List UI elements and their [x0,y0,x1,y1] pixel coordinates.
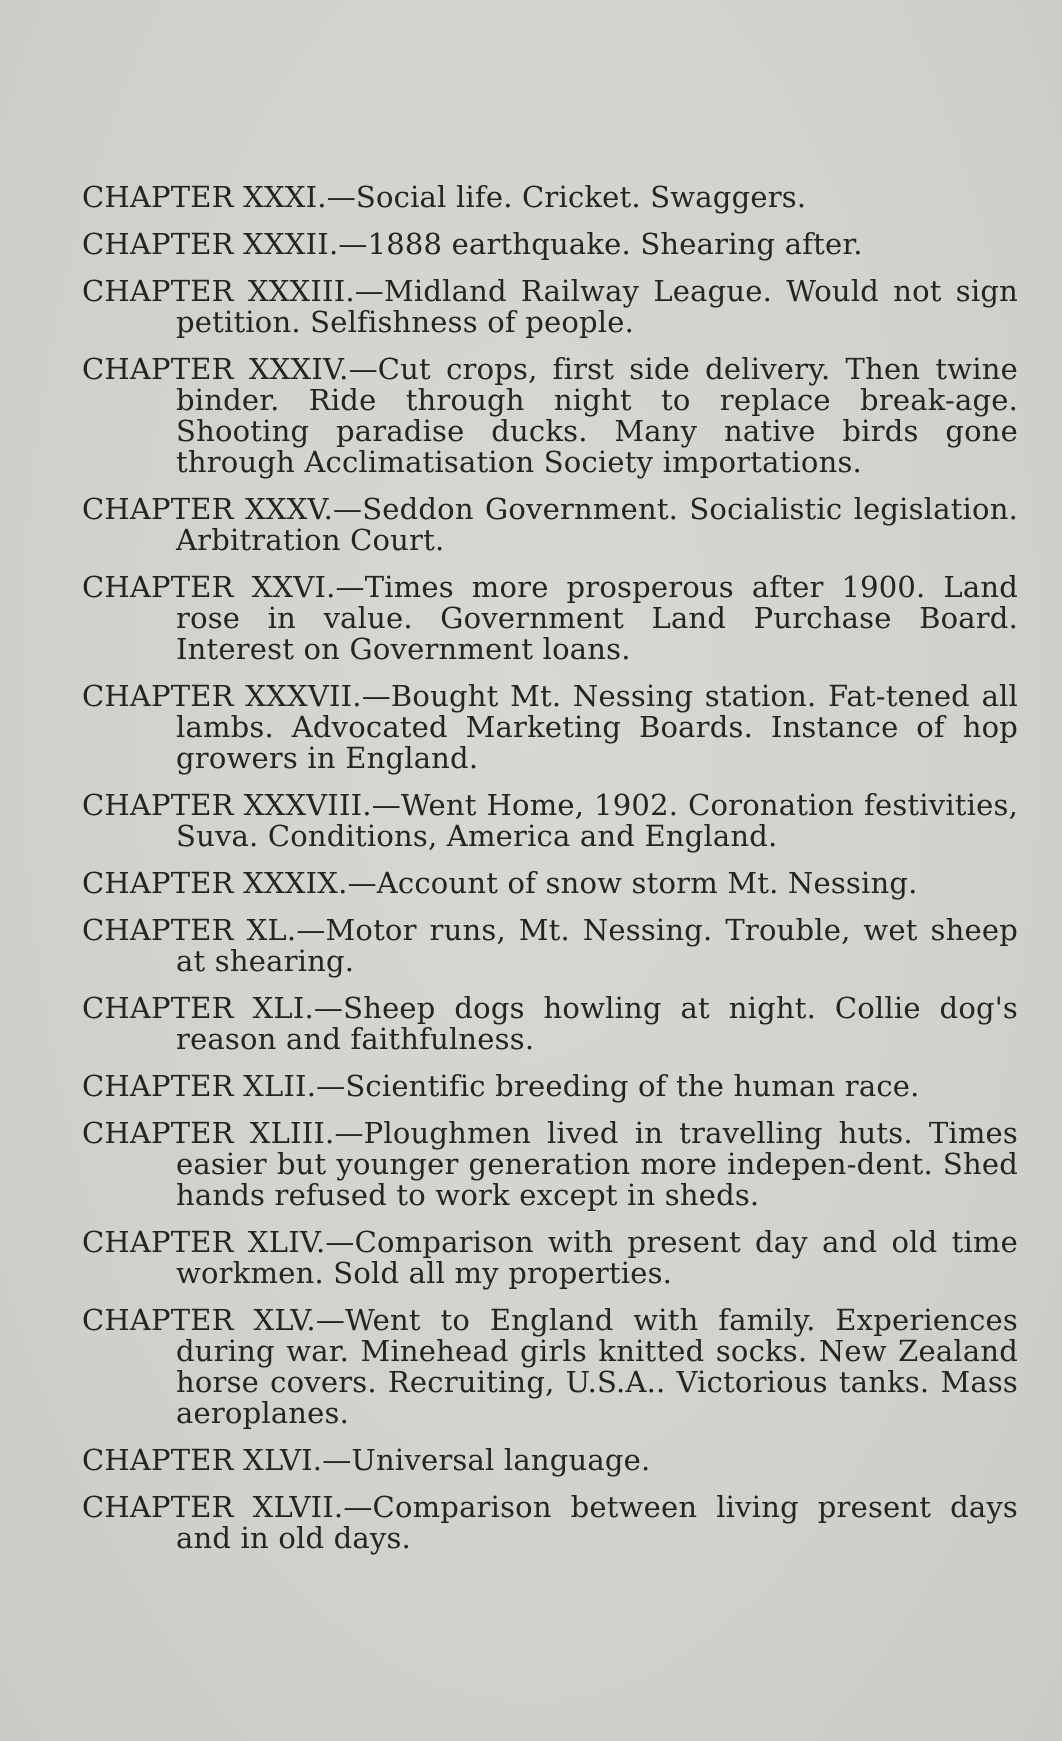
chapter-entry-41 [82,993,1018,1055]
chapter-label: CHAPTER XXXV. [82,492,333,526]
chapter-summary: —Comparison between living present days and in old days. [176,1490,1018,1555]
chapter-entry-38 [82,790,1018,852]
chapter-label: CHAPTER XLI. [82,991,314,1025]
chapter-label: CHAPTER XXXII. [82,227,339,261]
chapter-label: CHAPTER XL. [82,913,297,947]
chapter-entry-36 [82,572,1018,665]
chapter-summary: —Went Home, 1902. Coronation festivities, Suva. Conditions, America and England. [176,788,1018,853]
chapter-entry-39 [82,868,1018,899]
chapter-entry-42 [82,1071,1018,1102]
chapter-entry-35 [82,494,1018,556]
chapter-entry-33 [82,276,1018,338]
chapter-summary: —Motor runs, Mt. Nessing. Trouble, wet sheep at shearing. [176,913,1018,978]
chapter-label: CHAPTER XXXIV. [82,352,349,386]
chapter-label: CHAPTER XXVI. [82,570,336,604]
chapter-entry-44 [82,1227,1018,1289]
chapter-label: CHAPTER XXXIII. [82,274,355,308]
chapter-entry-34 [82,354,1018,478]
chapter-label: CHAPTER XXXIX. [82,866,348,900]
chapter-label: CHAPTER XLVI. [82,1443,323,1477]
chapter-summary: —Account of snow storm Mt. Nessing. [347,866,918,900]
chapter-label: CHAPTER XLIV. [82,1225,326,1259]
chapter-summary: —Seddon Government. Socialistic legislation. Arbitration Court. [176,492,1018,557]
chapter-label: CHAPTER XLVII. [82,1490,344,1524]
chapter-label: CHAPTER XXXVIII. [82,788,372,822]
chapter-entry-37 [82,681,1018,774]
chapter-summary: —Bought Mt. Nessing station. Fat-tened all lambs. Advocated Marketing Boards. Instance of hop growers in England. [176,679,1019,775]
chapter-entry-40 [82,915,1018,977]
chapter-entry-47 [82,1492,1018,1554]
chapter-entry-46 [82,1445,1018,1476]
chapter-label: CHAPTER XLV. [82,1303,316,1337]
chapter-label: CHAPTER XXXI. [82,180,327,214]
chapter-summary: —Sheep dogs howling at night. Collie dog's reason and faithfulness. [176,991,1018,1056]
chapter-label: CHAPTER XLII. [82,1069,317,1103]
chapter-summary: —1888 earthquake. Shearing after. [338,227,863,261]
chapter-label: CHAPTER XLIII. [82,1116,335,1150]
chapter-entry-32 [82,229,1018,260]
chapter-summary: —Scientific breeding of the human race. [316,1069,920,1103]
chapter-entry-45 [82,1305,1018,1429]
chapter-summary: —Went to England with family. Experiences during war. Minehead girls knitted socks. New Zealand horse covers. Recruiting, U.S.A.. Victorious tanks. Mass aeroplanes. [176,1303,1018,1430]
chapter-summary: —Cut crops, first side delivery. Then twine binder. Ride through night to replace break-age. Shooting paradise ducks. Many native birds gone through Acclimatisation Society importations. [176,352,1018,479]
chapter-label: CHAPTER XXXVII. [82,679,362,713]
chapter-summary: —Ploughmen lived in travelling huts. Times easier but younger generation more indepen-dent. Shed hands refused to work except in sheds. [176,1116,1019,1212]
chapter-summary: —Comparison with present day and old time workmen. Sold all my properties. [176,1225,1018,1290]
chapter-list [82,182,1018,1570]
chapter-entry-31 [82,182,1018,213]
chapter-summary: —Times more prosperous after 1900. Land rose in value. Government Land Purchase Board. Interest on Government loans. [176,570,1018,666]
chapter-summary: —Social life. Cricket. Swaggers. [326,180,807,214]
chapter-summary: —Universal language. [322,1443,651,1477]
chapter-summary: —Midland Railway League. Would not sign petition. Selfishness of people. [176,274,1018,339]
chapter-entry-43 [82,1118,1018,1211]
